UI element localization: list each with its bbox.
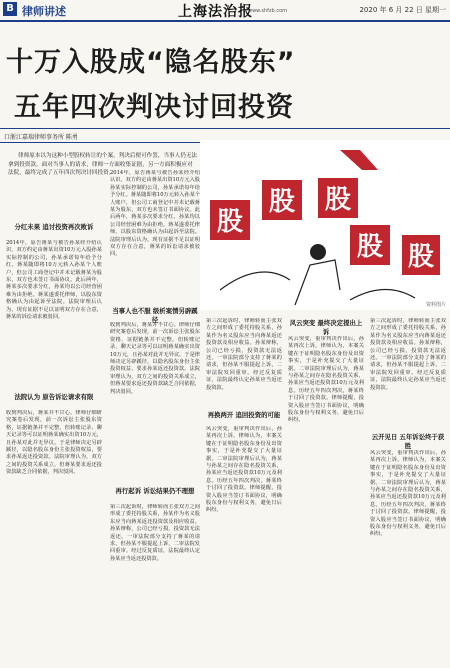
column-text-3: 第三次起诉时，律师转而主张双方之间形成了委托持股关系，孙某作为名义股东应当向蒋某返还投资款及相应收益。孙某辩称，公司已经亏损，投资款无法返还。一审法院部分支持了蒋某的请求，但孙某不服提起上诉，二审法院发回重审。经过反复质证，法院最终认定孙某应当返还投资款。 xyxy=(206,318,282,391)
section-heading: 再换两开 追回投资的可能 xyxy=(207,411,281,419)
column-text-5b: 风云突变，重审判决作出后，孙某再次上诉。律师认为，本案关键在于证明隐名股东身份及出资事实，于是补充提交了大量证据。二审法院审理后认为，蒋某与孙某之间存在隐名投资关系，孙某应当返还投资款10万元及利息。历经五年四次判决，蒋某终于讨回了投资款。律师提醒，投资入股应当签订书面协议，明确股东身份与权利义务，避免日后纠纷。 xyxy=(370,450,446,538)
column-text-1b: 收到判决后，蒋某并不甘心。律师仔细研究案卷后发现，前一次诉讼主张股东资格，证据链条并不完整，但转账记录、聊天记录等可以证明蒋某确实出资10万元，且孙某对此并无异议。于是律师决定另辟蹊径，以隐名股东身份主张投资权益，要求孙某返还投资款。法院审理认为，双方之间的投资关系成立，但蒋某要求返还投资款缺乏合同依据，判决驳回。 xyxy=(6,410,102,476)
section-heading: 法院认为 原告诉讼请求有限 xyxy=(14,393,94,401)
section-heading: 再行起诉 诉讼结果仍不理想 xyxy=(115,487,195,495)
headline-line-1: 十万入股成“隐名股东” xyxy=(6,47,296,78)
column-text-4: 风云突变，重审判决作出后，孙某再次上诉。律师认为，本案关键在于证明隐名股东身份及出资事实，于是补充提交了大量证据。二审法院审理后认为，蒋某与孙某之间存在隐名投资关系，孙某应当返还投资款10万元及利息。历经五年四次判决，蒋某终于讨回了投资款。律师提醒，投资入股应当签订书面协议，明确股东身份与权利义务，避免日后纠纷。 xyxy=(288,336,364,424)
stock-glyph: 股 xyxy=(216,207,244,237)
section-heading: 风云突变 最终决定提出上诉 xyxy=(289,319,363,336)
column-text-2: 2014年，原告蒋某与被告孙某经介绍认识，双方约定由蒋某出资10万元入股孙某实际控制的公司，孙某承诺每年给予分红。蒋某随即将10万元转入孙某个人账户，但公司工商登记中并未记载蒋某为股东，双方也未签订书面协议。此后两年，蒋某多次要求分红，孙某均以公司经营困难为由拒绝。蒋某遂委托律师，以股东资格确认为由起诉至法院。法院审理后认为，现有证据不足以证明双方存在合意，蒋某的诉讼请求被驳回。 xyxy=(110,170,200,258)
headline-line-2: 五年四次判决讨回投资 xyxy=(14,92,294,123)
stock-glyph: 股 xyxy=(407,242,435,272)
stock-glyph: 股 xyxy=(324,185,352,215)
byline: 口浙江嘉瑞律师事务所 陈勇 xyxy=(4,134,78,141)
issue-date: 2020 年 6 月 22 日 星期一 xyxy=(359,6,446,14)
masthead-url: www.shfzb.com xyxy=(248,8,287,14)
lead-paragraph: 律师原本以为这种小型股权转让的个案，判决后便可作罢，当事人仍无法拿到投资款。面对当事人的请求，律师一方面收集证据，另一方面积极应对法院，最终完成了五年四次判决讨回投资。 xyxy=(8,153,198,177)
stock-glyph: 股 xyxy=(268,187,296,217)
column-text-5: 第三次起诉时，律师转而主张双方之间形成了委托持股关系，孙某作为名义股东应当向蒋某返还投资款及相应收益。孙某辩称，公司已经亏损，投资款无法返还。一审法院部分支持了蒋某的请求，但孙某不服提起上诉，二审法院发回重审。经过反复质证，法院最终认定孙某应当返还投资款。 xyxy=(370,318,446,391)
divider xyxy=(0,128,450,129)
page-number: B xyxy=(3,2,17,16)
page-header xyxy=(0,0,450,22)
stock-glyph: 股 xyxy=(356,232,384,262)
column-text-2c: 第三次起诉时，律师转而主张双方之间形成了委托持股关系，孙某作为名义股东应当向蒋某返还投资款及相应收益。孙某辩称，公司已经亏损，投资款无法返还。一审法院部分支持了蒋某的请求，但孙某不服提起上诉，二审法院发回重审。经过反复质证，法院最终认定孙某应当返还投资款。 xyxy=(110,504,200,562)
divider xyxy=(0,142,200,143)
masthead: 上海法治报 xyxy=(178,4,253,20)
column-text-1: 2014年，原告蒋某与被告孙某经介绍认识，双方约定由蒋某出资10万元入股孙某实际控制的公司，孙某承诺每年给予分红。蒋某随即将10万元转入孙某个人账户，但公司工商登记中并未记载蒋某为股东，双方也未签订书面协议。此后两年，蒋某多次要求分红，孙某均以公司经营困难为由拒绝。蒋某遂委托律师，以股东资格确认为由起诉至法院。法院审理后认为，现有证据不足以证明双方存在合意，蒋某的诉讼请求被驳回。 xyxy=(6,240,102,321)
column-text-2b: 收到判决后，蒋某并不甘心。律师仔细研究案卷后发现，前一次诉讼主张股东资格，证据链条并不完整，但转账记录、聊天记录等可以证明蒋某确实出资10万元，且孙某对此并无异议。于是律师决定另辟蹊径，以隐名股东身份主张投资权益，要求孙某返还投资款。法院审理认为，双方之间的投资关系成立，但蒋某要求返还投资款缺乏合同依据，判决驳回。 xyxy=(110,322,200,395)
section-heading: 云开见日 五年诉讼终于获胜 xyxy=(371,433,445,450)
stock-illustration xyxy=(200,140,450,310)
illustration xyxy=(200,140,450,310)
section-heading: 当事人也不服 级析案情另辟蹊径 xyxy=(112,307,198,324)
section-heading: 分红未果 追讨投资再次败诉 xyxy=(14,223,94,231)
illustration-credit: 资料图片 xyxy=(425,302,446,308)
column-name: 律师讲述 xyxy=(22,5,66,18)
column-text-3b: 风云突变，重审判决作出后，孙某再次上诉。律师认为，本案关键在于证明隐名股东身份及出资事实，于是补充提交了大量证据。二审法院审理后认为，蒋某与孙某之间存在隐名投资关系，孙某应当返还投资款10万元及利息。历经五年四次判决，蒋某终于讨回了投资款。律师提醒，投资入股应当签订书面协议，明确股东身份与权利义务，避免日后纠纷。 xyxy=(206,426,282,514)
